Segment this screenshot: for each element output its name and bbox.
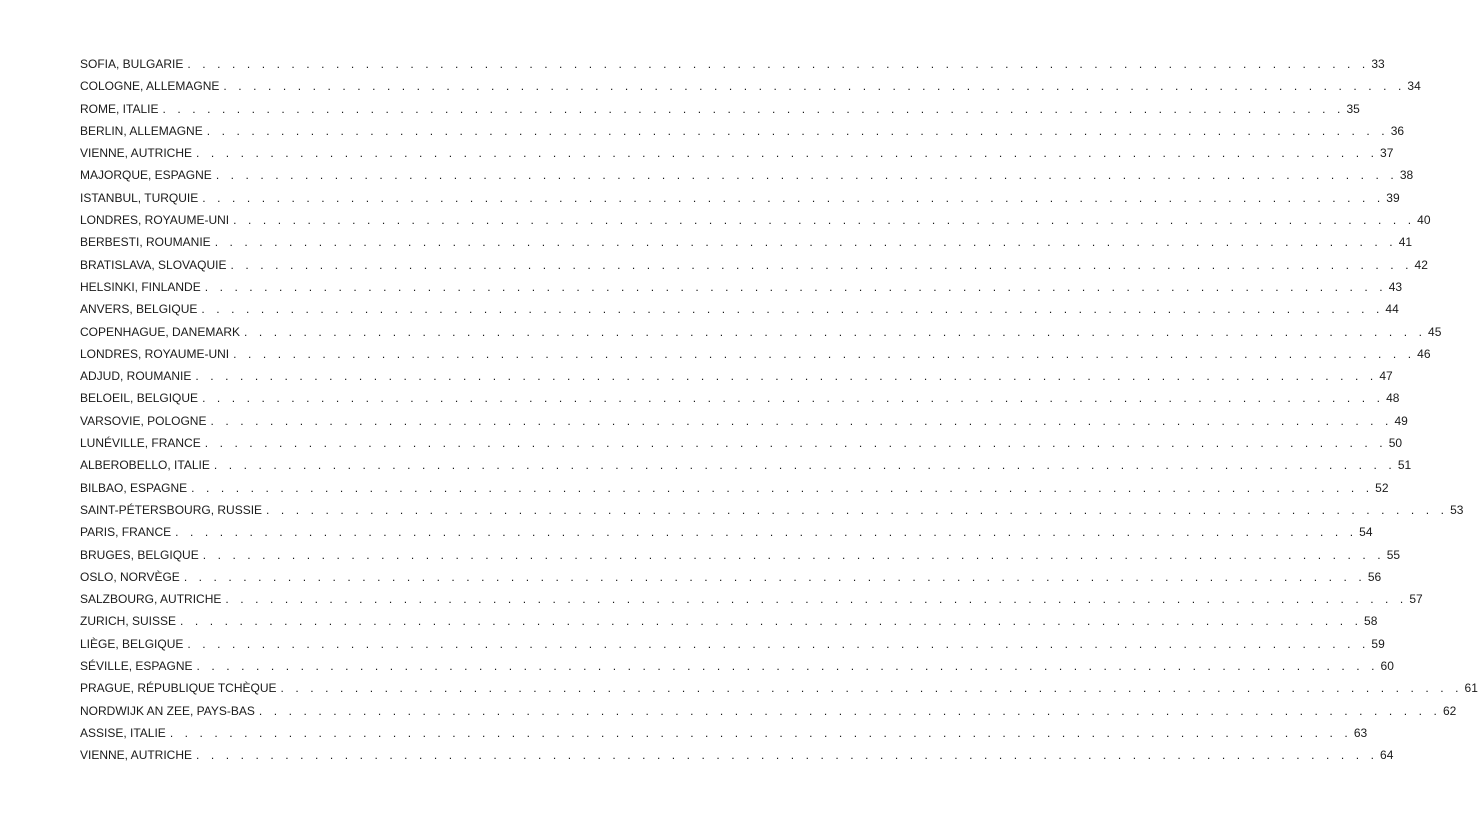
toc-entry-page-number: 37 bbox=[1380, 146, 1394, 161]
toc-entry-title: MAJORQUE, ESPAGNE bbox=[80, 168, 212, 183]
toc-entry-title: BERBESTI, ROUMANIE bbox=[80, 235, 211, 250]
toc-entry-page-number: 44 bbox=[1385, 302, 1399, 317]
toc-entry bbox=[80, 477, 1389, 499]
toc-entry bbox=[80, 387, 1400, 409]
toc-dot-leader: . . . . . . . . . . . . . . . . . . . . . . . . . . . . . . . . . . . . . . . . . . . . . . . . . . . . . . . . . . . . . . . . . . . . . . . . . . . . . . . . bbox=[214, 235, 1397, 250]
toc-entry-title: ROME, ITALIE bbox=[80, 101, 159, 116]
toc-entry-page-number: 50 bbox=[1388, 436, 1403, 451]
toc-entry-title: LIÈGE, BELGIQUE bbox=[80, 636, 184, 651]
toc-dot-leader: . . . . . . . . . . . . . . . . . . . . . . . . . . . . . . . . . . . . . . . . . . . . . . . . . . . . . . . . . . . . . . . . . . . . . . . . . . . . . . . . bbox=[204, 436, 1387, 451]
toc-dot-leader: . . . . . . . . . . . . . . . . . . . . . . . . . . . . . . . . . . . . . . . . . . . . . . . . . . . . . . . . . . . . . . . . . . . . . . . . . . . . . . . . bbox=[195, 369, 1378, 384]
toc-entry bbox=[80, 588, 1423, 610]
toc-entry-title: VIENNE, AUTRICHE bbox=[80, 146, 193, 161]
toc-entry-page-number: 36 bbox=[1390, 123, 1405, 138]
toc-entry-page-number: 38 bbox=[1399, 168, 1414, 183]
toc-entry-page-number: 57 bbox=[1409, 592, 1423, 607]
toc-entry-title: BILBAO, ESPAGNE bbox=[80, 480, 188, 495]
toc-entry bbox=[80, 187, 1400, 209]
toc-entry-title: BRATISLAVA, SLOVAQUIE bbox=[80, 257, 227, 272]
toc-entry-title: HELSINKI, FINLANDE bbox=[80, 279, 201, 294]
toc-entry bbox=[80, 365, 1393, 387]
toc-dot-leader: . . . . . . . . . . . . . . . . . . . . . . . . . . . . . . . . . . . . . . . . . . . . . . . . . . . . . . . . . . . . . . . . . . . . . . . . . . . . . . . . bbox=[258, 703, 1441, 718]
toc-entry-title: ALBEROBELLO, ITALIE bbox=[80, 458, 210, 473]
toc-entry bbox=[80, 677, 1478, 699]
toc-entry-page-number: 39 bbox=[1386, 190, 1400, 205]
toc-entry-title: ASSISE, ITALIE bbox=[80, 725, 166, 740]
toc-entry-page-number: 35 bbox=[1346, 101, 1360, 116]
toc-entry-title: LUNÉVILLE, FRANCE bbox=[80, 436, 201, 451]
toc-entry-page-number: 51 bbox=[1397, 458, 1412, 473]
toc-entry-title: COPENHAGUE, DANEMARK bbox=[80, 324, 241, 339]
toc-entry-page-number: 47 bbox=[1379, 369, 1393, 384]
toc-entry-page-number: 45 bbox=[1428, 324, 1442, 339]
toc-dot-leader: . . . . . . . . . . . . . . . . . . . . . . . . . . . . . . . . . . . . . . . . . . . . . . . . . . . . . . . . . . . . . . . . . . . . . . . . . . . . . . . . bbox=[206, 123, 1389, 138]
toc-dot-leader: . . . . . . . . . . . . . . . . . . . . . . . . . . . . . . . . . . . . . . . . . . . . . . . . . . . . . . . . . . . . . . . . . . . . . . . . . . . . . . . . bbox=[244, 324, 1427, 339]
toc-entry-title: SAINT-PÉTERSBOURG, RUSSIE bbox=[80, 502, 263, 517]
toc-dot-leader: . . . . . . . . . . . . . . . . . . . . . . . . . . . . . . . . . . . . . . . . . . . . . . . . . . . . . . . . . . . . . . . . . . . . . . . . . . . . . . . . bbox=[183, 569, 1366, 584]
toc-entry-title: SALZBOURG, AUTRICHE bbox=[80, 592, 222, 607]
toc-dot-leader: . . . . . . . . . . . . . . . . . . . . . . . . . . . . . . . . . . . . . . . . . . . . . . . . . . . . . . . . . . . . . . . . . . . . . . . . . . . . . . . . bbox=[204, 279, 1387, 294]
toc-entry-title: SOFIA, BULGARIE bbox=[80, 57, 184, 71]
toc-dot-leader: . . . . . . . . . . . . . . . . . . . . . . . . . . . . . . . . . . . . . . . . . . . . . . . . . . . . . . . . . . . . . . . . . . . . . . . . . . . . . . . . bbox=[202, 391, 1385, 406]
toc-entry bbox=[80, 700, 1457, 722]
toc-dot-leader: . . . . . . . . . . . . . . . . . . . . . . . . . . . . . . . . . . . . . . . . . . . . . . . . . . . . . . . . . . . . . . . . . . . . . . . . . . . . . . . . bbox=[280, 681, 1463, 696]
toc-entry-title: NORDWIJK AN ZEE, PAYS-BAS bbox=[80, 703, 255, 718]
toc-entry-title: SÉVILLE, ESPAGNE bbox=[80, 659, 193, 674]
toc-entry-page-number: 48 bbox=[1386, 391, 1400, 406]
toc-entry bbox=[80, 321, 1442, 343]
toc-entry bbox=[80, 231, 1413, 253]
toc-entry-page-number: 56 bbox=[1367, 569, 1382, 584]
toc-dot-leader: . . . . . . . . . . . . . . . . . . . . . . . . . . . . . . . . . . . . . . . . . . . . . . . . . . . . . . . . . . . . . . . . . . . . . . . . . . . . . . . . bbox=[230, 257, 1413, 272]
toc-entry-page-number: 49 bbox=[1394, 413, 1408, 428]
toc-dot-leader: . . . . . . . . . . . . . . . . . . . . . . . . . . . . . . . . . . . . . . . . . . . . . . . . . . . . . . . . . . . . . . . . . . . . . . . . . . . . . . . . bbox=[180, 614, 1363, 629]
toc-entry-title: PARIS, FRANCE bbox=[80, 525, 172, 540]
toc-entry-page-number: 62 bbox=[1442, 703, 1457, 718]
toc-entry-title: ISTANBUL, TURQUIE bbox=[80, 190, 199, 205]
toc-dot-leader: . . . . . . . . . . . . . . . . . . . . . . . . . . . . . . . . . . . . . . . . . . . . . . . . . . . . . . . . . . . . . . . . . . . . . . . . . . . . . . . . bbox=[162, 101, 1345, 116]
toc-entry bbox=[80, 298, 1399, 320]
toc-entry-page-number: 43 bbox=[1388, 279, 1403, 294]
toc-entry-page-number: 61 bbox=[1464, 681, 1478, 696]
toc-entry bbox=[80, 164, 1414, 186]
toc-dot-leader: . . . . . . . . . . . . . . . . . . . . . . . . . . . . . . . . . . . . . . . . . . . . . . . . . . . . . . . . . . . . . . . . . . . . . . . . . . . . . . . . bbox=[196, 146, 1379, 161]
toc-entry bbox=[80, 276, 1403, 298]
toc-entry-page-number: 59 bbox=[1371, 636, 1385, 651]
toc-entry-page-number: 60 bbox=[1380, 659, 1394, 674]
toc-dot-leader: . . . . . . . . . . . . . . . . . . . . . . . . . . . . . . . . . . . . . . . . . . . . . . . . . . . . . . . . . . . . . . . . . . . . . . . . . . . . . . . . bbox=[196, 659, 1379, 674]
toc-entry-page-number: 34 bbox=[1407, 79, 1421, 94]
toc-entry-page-number: 33 bbox=[1371, 57, 1385, 71]
toc-dot-leader: . . . . . . . . . . . . . . . . . . . . . . . . . . . . . . . . . . . . . . . . . . . . . . . . . . . . . . . . . . . . . . . . . . . . . . . . . . . . . . . . bbox=[201, 302, 1384, 317]
toc-entry-title: VARSOVIE, POLOGNE bbox=[80, 413, 207, 428]
toc-entry-page-number: 52 bbox=[1375, 480, 1389, 495]
toc-dot-leader: . . . . . . . . . . . . . . . . . . . . . . . . . . . . . . . . . . . . . . . . . . . . . . . . . . . . . . . . . . . . . . . . . . . . . . . . . . . . . . . . bbox=[233, 213, 1416, 228]
toc-entry bbox=[80, 209, 1431, 231]
toc-entry bbox=[80, 566, 1382, 588]
toc-entry-title: BERLIN, ALLEMAGNE bbox=[80, 123, 203, 138]
toc-dot-leader: . . . . . . . . . . . . . . . . . . . . . . . . . . . . . . . . . . . . . . . . . . . . . . . . . . . . . . . . . . . . . . . . . . . . . . . . . . . . . . . . bbox=[169, 725, 1352, 740]
toc-entry bbox=[80, 410, 1408, 432]
toc-entry-title: ADJUD, ROUMANIE bbox=[80, 369, 192, 384]
toc-entry bbox=[80, 120, 1405, 142]
toc-dot-leader: . . . . . . . . . . . . . . . . . . . . . . . . . . . . . . . . . . . . . . . . . . . . . . . . . . . . . . . . . . . . . . . . . . . . . . . . . . . . . . . . bbox=[215, 168, 1398, 183]
toc-dot-leader: . . . . . . . . . . . . . . . . . . . . . . . . . . . . . . . . . . . . . . . . . . . . . . . . . . . . . . . . . . . . . . . . . . . . . . . . . . . . . . . . bbox=[233, 346, 1416, 361]
toc-entry bbox=[80, 254, 1428, 276]
toc-dot-leader: . . . . . . . . . . . . . . . . . . . . . . . . . . . . . . . . . . . . . . . . . . . . . . . . . . . . . . . . . . . . . . . . . . . . . . . . . . . . . . . . bbox=[213, 458, 1396, 473]
toc-entry bbox=[80, 722, 1368, 744]
toc-entry-page-number: 41 bbox=[1398, 235, 1413, 250]
toc-dot-leader: . . . . . . . . . . . . . . . . . . . . . . . . . . . . . . . . . . . . . . . . . . . . . . . . . . . . . . . . . . . . . . . . . . . . . . . . . . . . . . . . bbox=[191, 480, 1374, 495]
toc-entry-title: VIENNE, AUTRICHE bbox=[80, 748, 193, 763]
toc-entry-title: OSLO, NORVÈGE bbox=[80, 569, 180, 584]
toc-entry bbox=[80, 499, 1464, 521]
toc-entry-title: ANVERS, BELGIQUE bbox=[80, 302, 198, 317]
toc-entry-page-number: 55 bbox=[1386, 547, 1401, 562]
toc-dot-leader: . . . . . . . . . . . . . . . . . . . . . . . . . . . . . . . . . . . . . . . . . . . . . . . . . . . . . . . . . . . . . . . . . . . . . . . . . . . . . . . . bbox=[266, 502, 1449, 517]
toc-dot-leader: . . . . . . . . . . . . . . . . . . . . . . . . . . . . . . . . . . . . . . . . . . . . . . . . . . . . . . . . . . . . . . . . . . . . . . . . . . . . . . . . bbox=[175, 525, 1358, 540]
toc-entry bbox=[80, 544, 1401, 566]
toc-entry-page-number: 58 bbox=[1364, 614, 1378, 629]
toc-entry bbox=[80, 744, 1394, 766]
toc-dot-leader: . . . . . . . . . . . . . . . . . . . . . . . . . . . . . . . . . . . . . . . . . . . . . . . . . . . . . . . . . . . . . . . . . . . . . . . . . . . . . . . . bbox=[225, 592, 1408, 607]
toc-entry-page-number: 40 bbox=[1417, 213, 1431, 228]
toc-entry bbox=[80, 521, 1373, 543]
toc-entry bbox=[80, 142, 1394, 164]
toc-entry-title: BRUGES, BELGIQUE bbox=[80, 547, 199, 562]
toc-entry bbox=[80, 98, 1360, 120]
toc-entry-title: LONDRES, ROYAUME-UNI bbox=[80, 213, 230, 228]
toc-dot-leader: . . . . . . . . . . . . . . . . . . . . . . . . . . . . . . . . . . . . . . . . . . . . . . . . . . . . . . . . . . . . . . . . . . . . . . . . . . . . . . . . bbox=[210, 413, 1393, 428]
toc-entry bbox=[80, 75, 1421, 97]
toc-entry-title: PRAGUE, RÉPUBLIQUE TCHÈQUE bbox=[80, 681, 277, 696]
toc-entry bbox=[80, 343, 1431, 365]
toc-entry-page-number: 63 bbox=[1353, 725, 1368, 740]
toc-entry-title: BELOEIL, BELGIQUE bbox=[80, 391, 199, 406]
toc-entry-page-number: 54 bbox=[1359, 525, 1373, 540]
toc-entry-title: LONDRES, ROYAUME-UNI bbox=[80, 346, 230, 361]
toc-entry-page-number: 53 bbox=[1450, 502, 1464, 517]
toc-entry bbox=[80, 432, 1403, 454]
toc-dot-leader: . . . . . . . . . . . . . . . . . . . . . . . . . . . . . . . . . . . . . . . . . . . . . . . . . . . . . . . . . . . . . . . . . . . . . . . . . . . . . . . . bbox=[187, 636, 1370, 651]
toc-entry bbox=[80, 454, 1412, 476]
toc-dot-leader: . . . . . . . . . . . . . . . . . . . . . . . . . . . . . . . . . . . . . . . . . . . . . . . . . . . . . . . . . . . . . . . . . . . . . . . . . . . . . . . . bbox=[187, 57, 1370, 71]
toc-dot-leader: . . . . . . . . . . . . . . . . . . . . . . . . . . . . . . . . . . . . . . . . . . . . . . . . . . . . . . . . . . . . . . . . . . . . . . . . . . . . . . . . bbox=[202, 190, 1385, 205]
toc-dot-leader: . . . . . . . . . . . . . . . . . . . . . . . . . . . . . . . . . . . . . . . . . . . . . . . . . . . . . . . . . . . . . . . . . . . . . . . . . . . . . . . . bbox=[223, 79, 1406, 94]
toc-entry-title: ZURICH, SUISSE bbox=[80, 614, 177, 629]
toc-entry-page-number: 64 bbox=[1380, 748, 1394, 763]
toc-entry bbox=[80, 53, 1385, 75]
toc-entry-title: COLOGNE, ALLEMAGNE bbox=[80, 79, 220, 94]
toc-entry-page-number: 46 bbox=[1417, 346, 1431, 361]
toc-entry-page-number: 42 bbox=[1414, 257, 1428, 272]
toc-entry bbox=[80, 633, 1385, 655]
table-of-contents bbox=[80, 53, 1478, 767]
toc-entry bbox=[80, 610, 1378, 632]
toc-dot-leader: . . . . . . . . . . . . . . . . . . . . . . . . . . . . . . . . . . . . . . . . . . . . . . . . . . . . . . . . . . . . . . . . . . . . . . . . . . . . . . . . bbox=[196, 748, 1379, 763]
toc-dot-leader: . . . . . . . . . . . . . . . . . . . . . . . . . . . . . . . . . . . . . . . . . . . . . . . . . . . . . . . . . . . . . . . . . . . . . . . . . . . . . . . . bbox=[202, 547, 1385, 562]
toc-entry bbox=[80, 655, 1394, 677]
